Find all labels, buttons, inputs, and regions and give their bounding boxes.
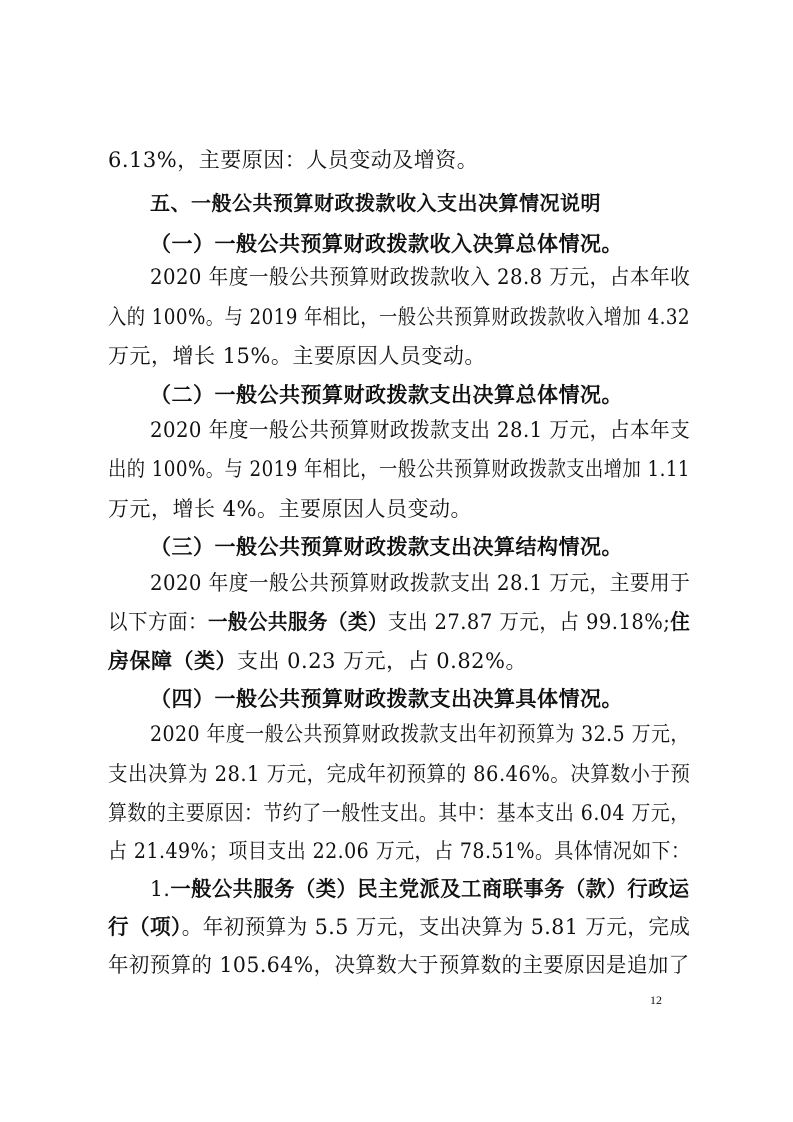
body-text-line bbox=[108, 912, 690, 942]
text-run: 支出决算为 28.1 万元，完成年初预算的 86.46%。决算数小于预 bbox=[108, 762, 691, 786]
text-run: 占 21.49%；项目支出 22.06 万元，占 78.51%。具体情况如下： bbox=[108, 839, 691, 863]
text-run: 1. bbox=[150, 877, 171, 901]
bold-category-run: 住 bbox=[670, 609, 691, 634]
body-text-line bbox=[108, 302, 690, 332]
section-heading bbox=[150, 188, 601, 218]
subsection-heading bbox=[150, 684, 623, 714]
body-text-line bbox=[150, 568, 690, 598]
body-text-line bbox=[108, 145, 478, 175]
body-text-line bbox=[108, 341, 486, 371]
text-run: 出的 100%。与 2019 年相比，一般公共预算财政拨款支出增加 1.11 bbox=[108, 457, 690, 481]
text-run: 算数的主要原因：节约了一般性支出。其中：基本支出 6.04 万元， bbox=[108, 801, 690, 825]
subsection-heading bbox=[150, 532, 623, 562]
heading-text: （四）一般公共预算财政拨款支出决算具体情况。 bbox=[150, 686, 623, 711]
page-number: 12 bbox=[650, 993, 662, 1007]
body-text-line bbox=[108, 836, 690, 866]
text-run: 万元，增长 15%。主要原因人员变动。 bbox=[108, 344, 486, 368]
text-run: 6.13%，主要原因：人员变动及增资。 bbox=[108, 148, 479, 172]
body-text-line bbox=[108, 759, 690, 789]
heading-text: （一）一般公共预算财政拨款收入决算总体情况。 bbox=[150, 231, 623, 256]
heading-text: （三）一般公共预算财政拨款支出决算结构情况。 bbox=[150, 534, 623, 559]
body-text-line bbox=[108, 798, 690, 828]
text-run: 以下方面： bbox=[108, 610, 208, 634]
bold-category-run: 房保障（类） bbox=[108, 648, 237, 673]
body-text-line bbox=[108, 950, 690, 980]
text-run: 2020 年度一般公共预算财政拨款收入 28.8 万元，占本年收 bbox=[150, 265, 691, 289]
text-run: 2020 年度一般公共预算财政拨款支出 28.1 万元，主要用于 bbox=[150, 571, 691, 595]
body-text-line bbox=[150, 415, 690, 445]
text-run: 2020 年度一般公共预算财政拨款支出 28.1 万元，占本年支 bbox=[150, 418, 691, 442]
body-text-line bbox=[150, 719, 690, 749]
bold-category-run: 一般公共服务（类）民主党派及工商联事务（款）行政运 bbox=[170, 876, 690, 901]
body-text-line bbox=[150, 874, 690, 904]
text-run: 2020 年度一般公共预算财政拨款支出年初预算为 32.5 万元， bbox=[150, 722, 690, 746]
subsection-heading bbox=[150, 380, 623, 410]
heading-text: （二）一般公共预算财政拨款支出决算总体情况。 bbox=[150, 382, 623, 407]
bold-category-run: 行（项） bbox=[108, 914, 182, 939]
heading-text: 五、一般公共预算财政拨款收入支出决算情况说明 bbox=[150, 191, 601, 215]
subsection-heading bbox=[150, 229, 623, 259]
body-text-line bbox=[108, 646, 527, 676]
text-run: 支出 27.87 万元，占 99.18%; bbox=[387, 610, 671, 634]
bold-category-run: 一般公共服务（类） bbox=[207, 609, 388, 634]
body-text-line bbox=[108, 454, 690, 484]
body-text-line bbox=[150, 262, 690, 292]
text-run: 。年初预算为 5.5 万元，支出决算为 5.81 万元，完成 bbox=[181, 915, 691, 939]
text-run: 支出 0.23 万元，占 0.82%。 bbox=[237, 649, 527, 673]
body-text-line bbox=[108, 494, 472, 524]
body-text-line bbox=[108, 607, 690, 637]
text-run: 年初预算的 105.64%，决算数大于预算数的主要原因是追加了 bbox=[108, 953, 690, 977]
text-run: 入的 100%。与 2019 年相比，一般公共预算财政拨款收入增加 4.32 bbox=[108, 305, 690, 329]
text-run: 万元，增长 4%。主要原因人员变动。 bbox=[108, 497, 472, 521]
